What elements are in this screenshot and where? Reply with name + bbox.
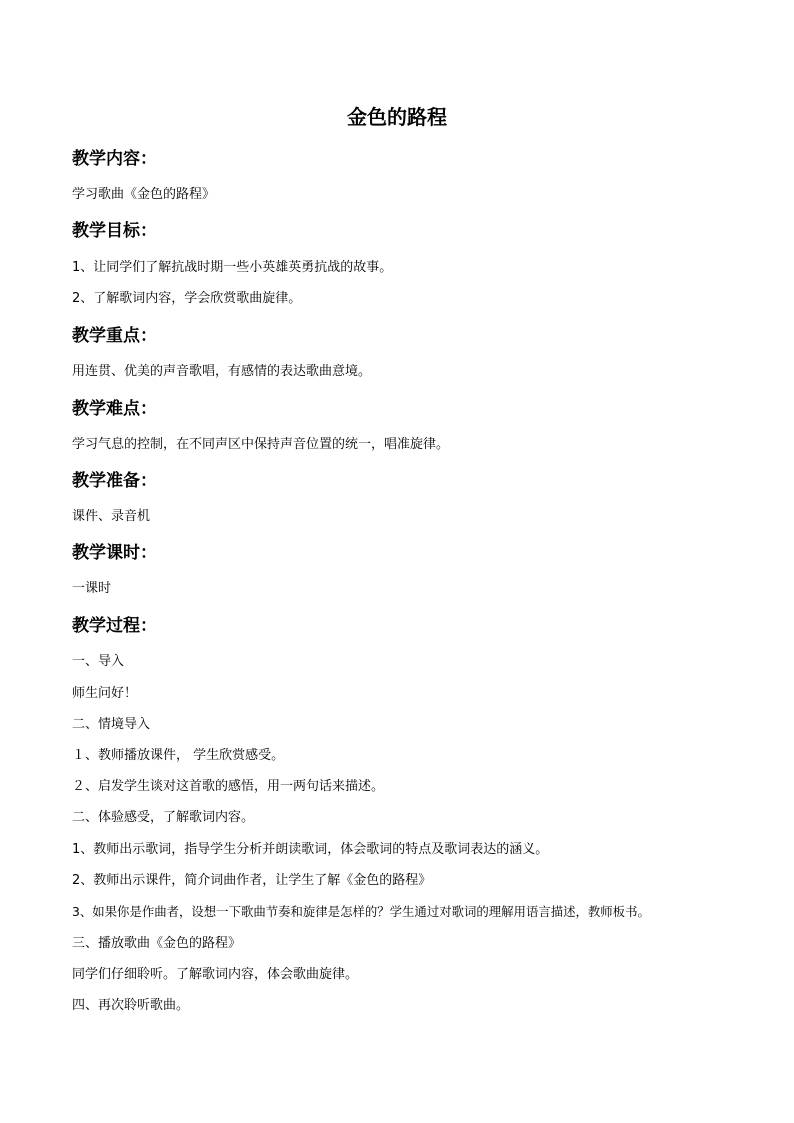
section-heading-content: 教学内容： [72, 149, 157, 169]
section-line: 3、如果你是作曲者，设想一下歌曲节奏和旋律是怎样的？学生通过对歌词的理解用语言描述，教师板书。 [72, 904, 650, 919]
section-line: 师生问好！ [72, 686, 138, 701]
section-line: 三、播放歌曲《金色的路程》 [72, 936, 242, 951]
section-line: ２、启发学生谈对这首歌的感悟，用一两句话来描述。 [72, 779, 385, 794]
section-line: 2、教师出示课件，简介词曲作者，让学生了解《金色的路程》 [72, 873, 432, 888]
section-line: 课件、录音机 [72, 509, 151, 524]
section-line: 2、了解歌词内容，学会欣赏歌曲旋律。 [72, 291, 302, 306]
section-line: 用连贯、优美的声音歌唱，有感情的表达歌曲意境。 [72, 364, 372, 379]
section-heading-difficulties: 教学难点： [72, 399, 157, 419]
section-line: 学习气息的控制，在不同声区中保持声音位置的统一，唱准旋律。 [72, 437, 450, 452]
section-line: 1、教师出示歌词，指导学生分析并朗读歌词，体会歌词的特点及歌词表达的涵义。 [72, 842, 549, 857]
document-title: 金色的路程 [347, 105, 447, 129]
section-line: 同学们仔细聆听。了解歌词内容，体会歌曲旋律。 [72, 967, 359, 982]
section-line: 二、体验感受，了解歌词内容。 [72, 810, 255, 825]
section-line: 一课时 [72, 581, 112, 596]
section-line: １、教师播放课件， 学生欣赏感受。 [72, 748, 285, 763]
section-heading-class-hours: 教学课时： [72, 543, 157, 563]
section-line: 1、让同学们了解抗战时期一些小英雄英勇抗战的故事。 [72, 260, 393, 275]
section-heading-preparation: 教学准备： [72, 471, 157, 491]
section-heading-key-points: 教学重点： [72, 326, 157, 346]
section-heading-objectives: 教学目标： [72, 221, 157, 241]
section-line: 二、情境导入 [72, 717, 151, 732]
section-line: 一、导入 [72, 654, 125, 669]
section-heading-process: 教学过程： [72, 616, 157, 636]
section-line: 学习歌曲《金色的路程》 [72, 187, 216, 202]
section-line: 四、再次聆听歌曲。 [72, 998, 190, 1013]
